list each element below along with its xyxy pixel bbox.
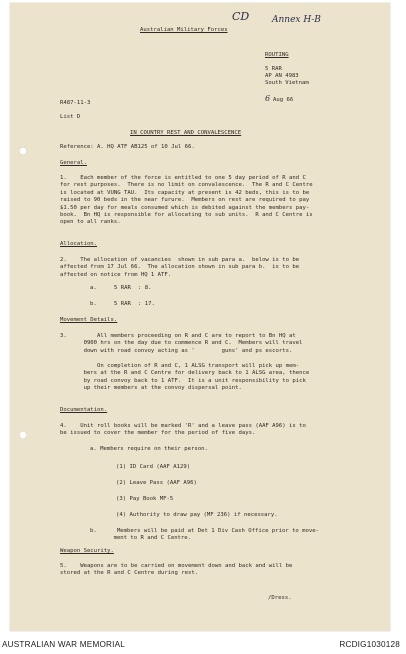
paragraph-3: 3. All members proceeding on R and C are to report to Bn HQ at 0900 hrs on the day due to commence R and C. Members will travel down with road convoy acting as ' guns' and ps escorts. <box>60 333 303 354</box>
paragraph-4b: b. Members will be paid at Det 1 Div Cash Office prior to move- ment to R and C Centre. <box>90 528 320 542</box>
archive-footer <box>0 636 406 654</box>
section-heading-weapon: Weapon Security. <box>60 548 114 554</box>
allocation-letter: b. <box>90 301 97 307</box>
org-header: Australian Military Forces <box>140 27 228 33</box>
allocation-value: : 17. <box>138 301 155 307</box>
section-heading-general: General. <box>60 160 87 166</box>
paragraph-1: 1. Each member of the force is entitled to one 5 day period of R and C for rest purposes. There is no limit on convalescence. The R and C Centre is located at VUNG TAU. Its capacity at present is 42 beds, this is to be raised to 90 beds in the near furure. Members on rest are required to pay $1.50 per day for meals consumed which is debited against the members pay- book. Bn HQ is responsible for allocating to sub units. R and C Centre is open to all ranks. <box>60 175 313 226</box>
allocation-unit: 5 RAR <box>114 301 131 307</box>
punch-hole <box>19 147 27 155</box>
routing-line: 5 RAR <box>265 66 282 72</box>
document-item: (3) Pay Book MF-5 <box>116 496 174 502</box>
allocation-letter: a. <box>90 285 97 291</box>
section-heading-movement: Movement Details. <box>60 317 118 323</box>
paragraph-4a: a. Members require on their person. <box>90 446 208 452</box>
archive-id: RCDIG1030128 <box>339 640 400 649</box>
document-item: (4) Authority to draw pay (MF 236) if necessary. <box>116 512 278 518</box>
section-heading-documentation: Documentation. <box>60 407 108 413</box>
document-date: Aug 66 <box>273 97 294 103</box>
continuation-mark: /Dress. <box>268 595 292 601</box>
reference-line: Reference: A. HQ ATF AB125 of 10 Jul 66. <box>60 144 195 150</box>
document-item: (1) ID Card (AAF A129) <box>116 464 191 470</box>
handwritten-initials: CD <box>232 10 250 23</box>
document-item: (2) Leave Pass (AAF A96) <box>116 480 197 486</box>
paragraph-3b: On completion of R and C, 1 ALSG transport will pick up mem- bers at the R and C Centre for delivery back to 1 ALSG area, thence by road convoy back to 1 ATF. It is a unit responsibility to pick up their members at the convoy dispersal point. <box>83 363 310 392</box>
file-reference: R487-11-3 <box>60 100 91 106</box>
paragraph-5: 5. Weapons are to be carried on movement down and back and will be stored at the R and C Centre during rest. <box>60 563 293 577</box>
handwritten-annex: Annex H-B <box>272 15 321 25</box>
punch-hole <box>19 431 27 439</box>
handwritten-date-day: 6 <box>265 94 271 103</box>
routing-line: South Vietnam <box>265 80 309 86</box>
document-title: IN COUNTRY REST AND CONVALESCENCE <box>130 130 242 136</box>
allocation-unit: 5 RAR <box>114 285 131 291</box>
allocation-value: : 8. <box>138 285 152 291</box>
document-page <box>10 3 390 631</box>
routing-label: ROUTING <box>265 52 289 58</box>
paragraph-4: 4. Unit roll books will be marked 'R' and a leave pass (AAF A96) is to be issued to cover the member for the period of five days. <box>60 423 306 437</box>
list-reference: List D <box>60 114 81 120</box>
paragraph-2: 2. The allocation of vacancies shown in sub para a. below is to be affected from 17 Jul 66. The allocation shown in sub para b. is to be affected on notice from HQ 1 ATF. <box>60 257 300 278</box>
section-heading-allocation: Allocation. <box>60 241 98 247</box>
archive-name: AUSTRALIAN WAR MEMORIAL <box>2 640 126 649</box>
routing-line: AP AN 4983 <box>265 73 299 79</box>
